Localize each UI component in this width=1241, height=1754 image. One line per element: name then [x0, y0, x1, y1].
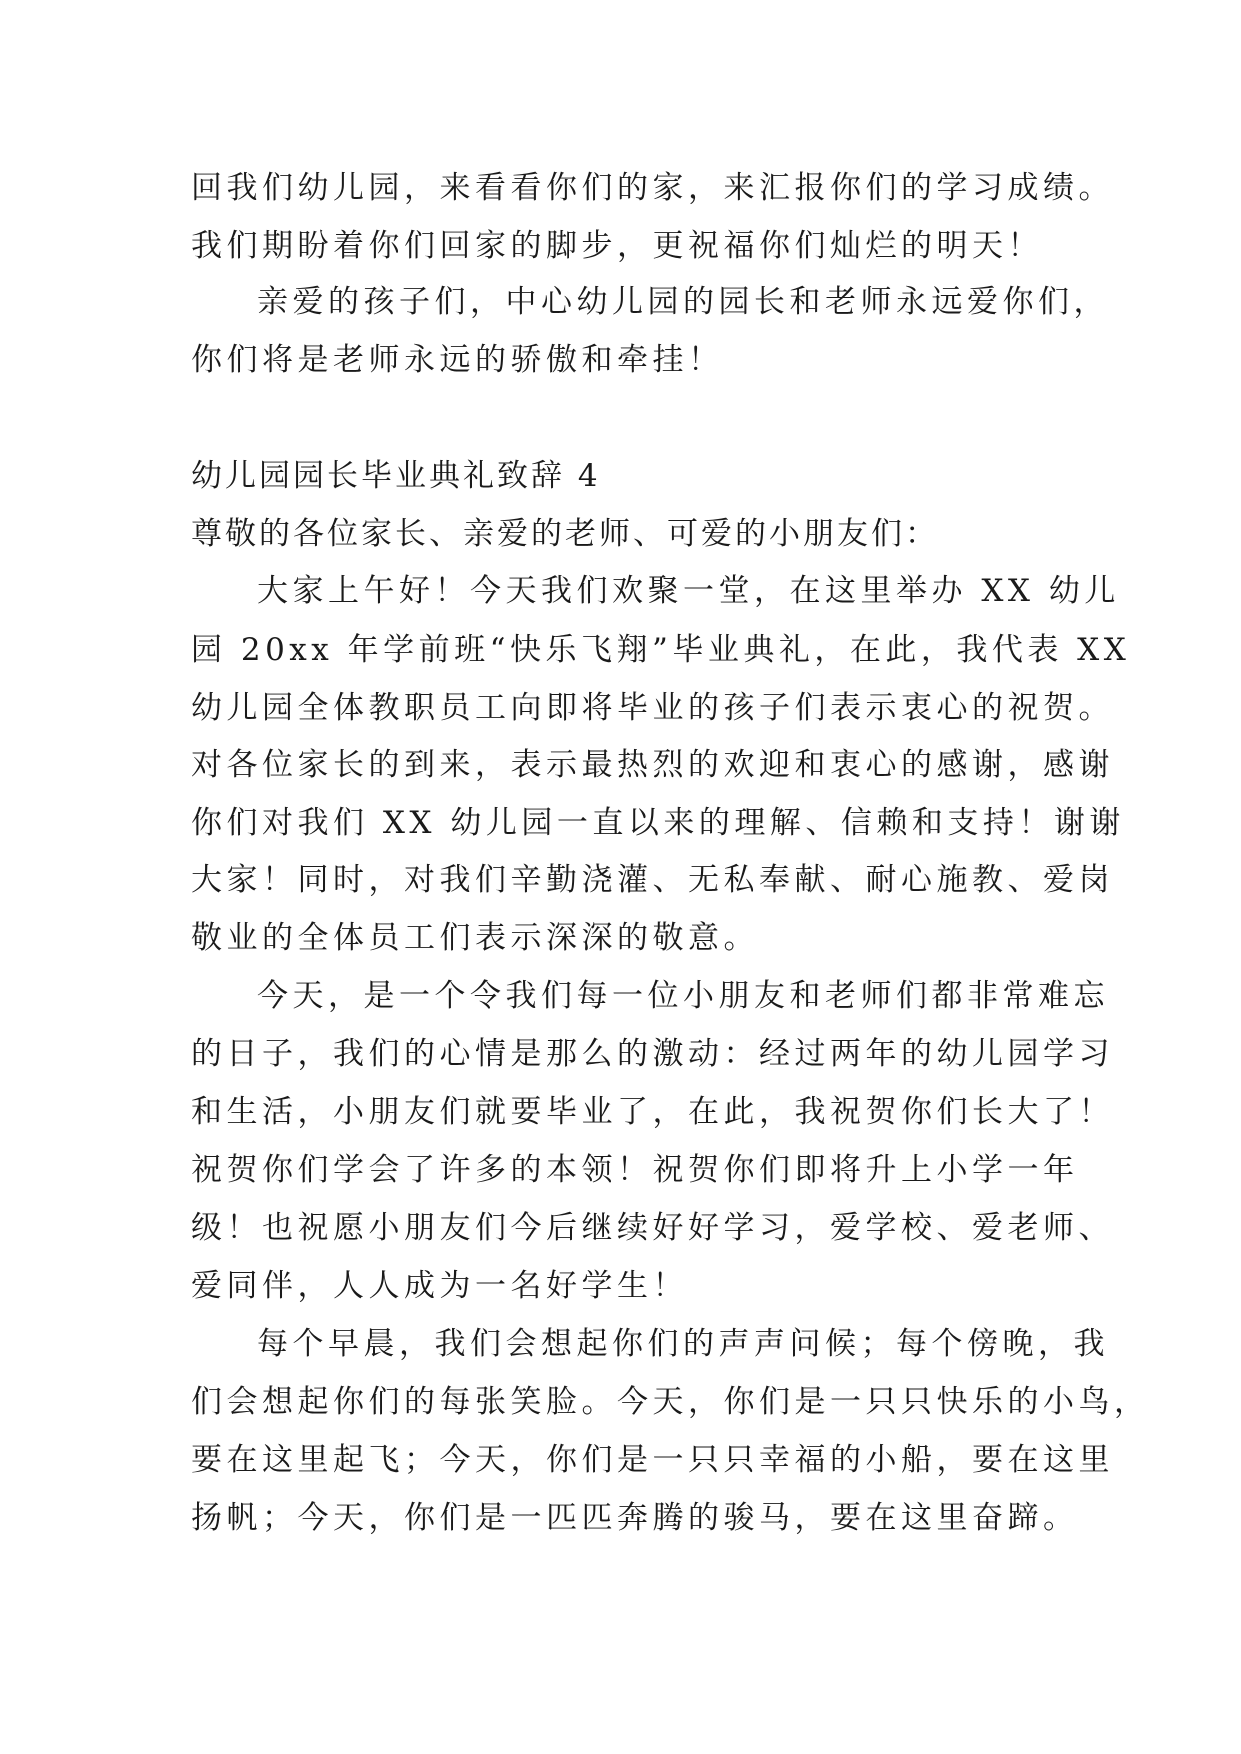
text-line: 对各位家长的到来，表示最热烈的欢迎和衷心的感谢，感谢: [191, 747, 1114, 783]
text-line: 你们对我们 XX 幼儿园一直以来的理解、信赖和支持！谢谢: [191, 805, 1125, 841]
text-line: 大家！同时，对我们辛勤浇灌、无私奉献、耐心施教、爱岗: [191, 862, 1114, 898]
text-line: 每个早晨，我们会想起你们的声声问候；每个傍晚，我: [257, 1326, 1109, 1362]
text-line: 扬帆；今天，你们是一匹匹奔腾的骏马，要在这里奋蹄。: [191, 1500, 1079, 1536]
text-line: 幼儿园全体教职员工向即将毕业的孩子们表示衷心的祝贺。: [191, 690, 1114, 726]
text-line: 要在这里起飞；今天，你们是一只只幸福的小船，要在这里: [191, 1442, 1114, 1478]
text-line: 我们期盼着你们回家的脚步，更祝福你们灿烂的明天！: [191, 228, 1043, 264]
text-line: 亲爱的孩子们，中心幼儿园的园长和老师永远爱你们，: [257, 284, 1109, 320]
text-line: 的日子，我们的心情是那么的激动：经过两年的幼儿园学习: [191, 1036, 1114, 1072]
text-line: 级！也祝愿小朋友们今后继续好好学习，爱学校、爱老师、: [191, 1210, 1114, 1246]
text-line: 们会想起你们的每张笑脸。今天，你们是一只只快乐的小鸟，: [191, 1384, 1150, 1420]
text-line: 回我们幼儿园，来看看你们的家，来汇报你们的学习成绩。: [191, 170, 1114, 206]
text-line: 园 20xx 年学前班“快乐飞翔”毕业典礼，在此，我代表 XX: [191, 632, 1131, 668]
text-line: 今天，是一个令我们每一位小朋友和老师们都非常难忘: [257, 978, 1109, 1014]
salutation: 尊敬的各位家长、亲爱的老师、可爱的小朋友们：: [191, 516, 939, 552]
text-line: 祝贺你们学会了许多的本领！祝贺你们即将升上小学一年: [191, 1152, 1079, 1188]
text-line: 敬业的全体员工们表示深深的敬意。: [191, 920, 759, 956]
section-title: 幼儿园园长毕业典礼致辞 4: [191, 458, 601, 494]
text-line: 大家上午好！今天我们欢聚一堂，在这里举办 XX 幼儿: [257, 573, 1120, 609]
text-line: 和生活，小朋友们就要毕业了，在此，我祝贺你们长大了！: [191, 1094, 1114, 1130]
text-line: 爱同伴，人人成为一名好学生！: [191, 1268, 688, 1304]
text-line: 你们将是老师永远的骄傲和牵挂！: [191, 342, 724, 378]
